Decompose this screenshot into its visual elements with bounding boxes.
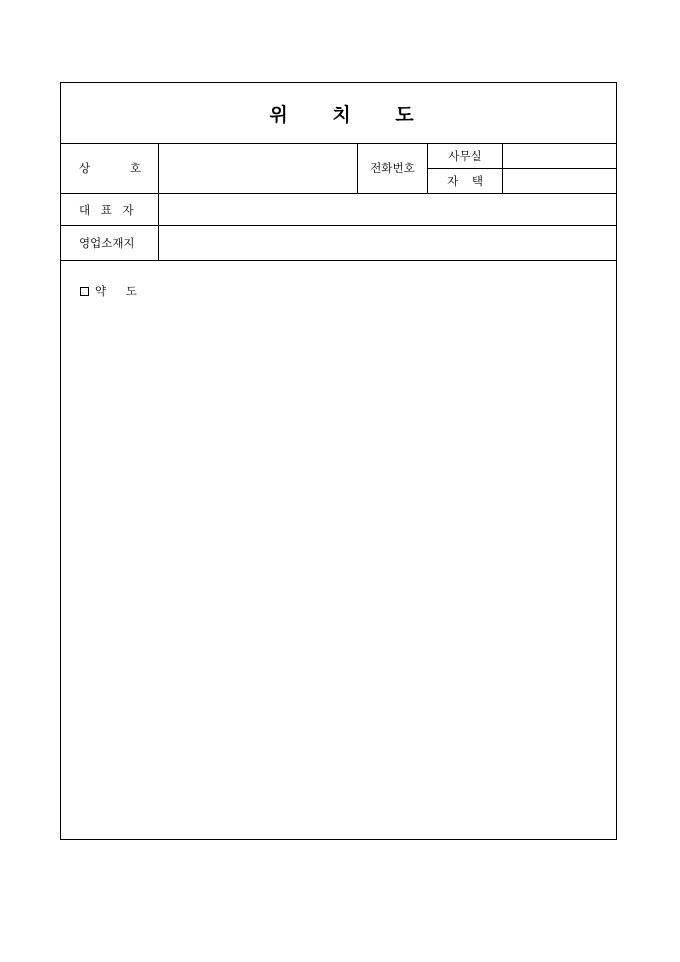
location-label-text: 영업소재지 bbox=[79, 236, 135, 250]
title-row bbox=[61, 83, 616, 144]
form-title: 위 치 도 bbox=[269, 103, 414, 126]
office-label-text: 사무실 bbox=[448, 148, 482, 163]
office-label bbox=[428, 143, 502, 168]
representative-field[interactable] bbox=[159, 194, 616, 225]
location-field[interactable] bbox=[159, 226, 616, 260]
phone-label-text: 전화번호 bbox=[370, 161, 415, 175]
representative-label bbox=[79, 194, 158, 225]
office-phone-field[interactable] bbox=[503, 143, 616, 168]
home-label bbox=[428, 169, 502, 193]
phone-label bbox=[358, 143, 427, 193]
representative-label-text: 대 표 자 bbox=[79, 202, 134, 217]
location-label bbox=[79, 226, 158, 260]
sketch-area[interactable] bbox=[61, 261, 616, 839]
home-phone-field[interactable] bbox=[503, 169, 616, 193]
location-map-form bbox=[60, 82, 617, 840]
home-label-text: 자 택 bbox=[447, 174, 483, 188]
business-name-label-char-2: 호 bbox=[129, 161, 141, 175]
sketch-label-text: 약 도 bbox=[95, 284, 137, 298]
business-name-field[interactable] bbox=[159, 143, 357, 193]
business-name-label-char-1: 상 bbox=[79, 161, 91, 175]
business-name-label bbox=[79, 143, 141, 193]
